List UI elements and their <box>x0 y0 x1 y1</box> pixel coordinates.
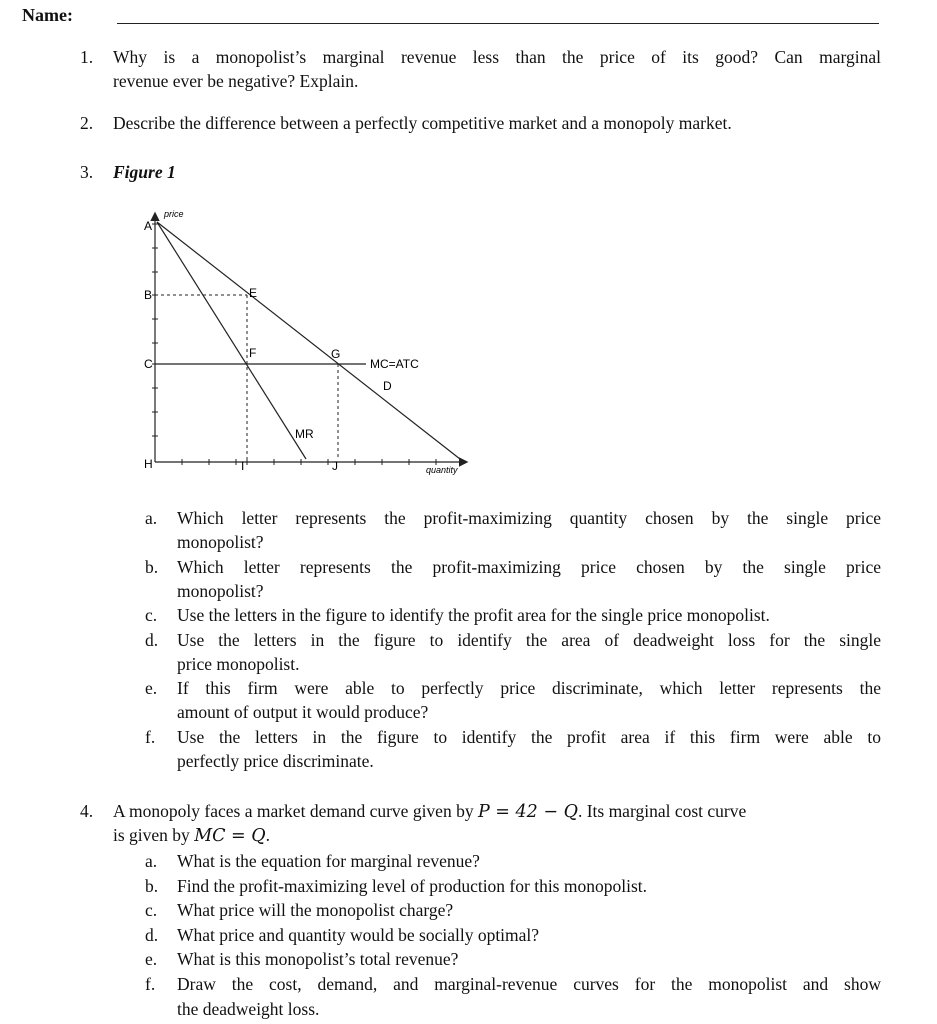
label-i: I <box>241 459 245 473</box>
q3-parts-text-line: Which letter represents the profit-maximizing quantity chosen by the single price <box>177 508 881 528</box>
q1-number: 1. <box>80 47 94 67</box>
q4-parts-text-line: Find the profit-maximizing level of production for this monopolist. <box>177 875 648 896</box>
label-mc-atc: MC=ATC <box>370 357 419 371</box>
q4-parts-letter: a. <box>145 851 158 871</box>
q3-parts-letter: c. <box>145 605 158 626</box>
q4-parts-text-line: What is this monopolist’s total revenue? <box>177 949 459 970</box>
q4-parts-letter: c. <box>145 900 158 921</box>
q1-line2: revenue ever be negative? Explain. <box>113 71 359 91</box>
q3-parts-letter: e. <box>145 678 158 699</box>
name-label: Name: <box>22 5 73 25</box>
label-g: G <box>331 347 341 361</box>
x-axis-label: quantity <box>426 465 458 475</box>
q3-parts-letter: b. <box>145 556 159 577</box>
q3-parts-text-line: monopolist? <box>177 532 264 552</box>
q2-text: Describe the difference between a perfectly competitive market and a monopoly market. <box>113 113 732 133</box>
q3-parts-letter: a. <box>145 508 158 528</box>
q4-line2-suffix: . <box>265 825 271 845</box>
name-line <box>22 4 882 26</box>
q1-line1: Why is a monopolist’s marginal revenue less than the price of its good? Can marginal <box>113 47 881 67</box>
q2-number: 2. <box>80 113 94 133</box>
q3-parts-text-line: Use the letters in the figure to identify the profit area for the single price monopolist. <box>177 605 770 626</box>
label-a: A <box>144 219 153 233</box>
label-e: E <box>249 286 258 300</box>
label-demand: D <box>383 379 392 393</box>
figure-title: Figure 1 <box>113 162 176 182</box>
q4-parts-text-line: the deadweight loss. <box>177 998 320 1019</box>
q4-parts-text-line: Draw the cost, demand, and marginal-revenue curves for the monopolist and show <box>177 974 881 994</box>
label-c: C <box>144 357 153 371</box>
q3-parts-text-line: Use the letters in the figure to identify the area of deadweight loss for the single <box>177 629 881 650</box>
demand-curve <box>157 222 460 459</box>
label-mr: MR <box>295 427 314 441</box>
q4-parts-text-line: What is the equation for marginal revenue? <box>177 851 480 871</box>
q4-line2-prefix: is given by <box>113 825 190 845</box>
q3-parts-letter: d. <box>145 629 159 650</box>
q4-number: 4. <box>80 801 94 821</box>
q3-parts-text-line: price monopolist. <box>177 653 300 674</box>
q3-number: 3. <box>80 162 94 182</box>
q4-line2 <box>113 824 883 847</box>
q3-parts-text-line: perfectly price discriminate. <box>177 751 374 771</box>
q4-parts-letter: e. <box>145 949 158 970</box>
name-blank-line[interactable] <box>117 23 879 24</box>
q3-parts-text-line: monopolist? <box>177 580 264 601</box>
q4-parts-letter: f. <box>145 974 156 994</box>
q4-parts-letter: b. <box>145 875 159 896</box>
figure-1 <box>130 200 490 490</box>
q4-line1-suffix: . Its marginal cost curve <box>577 801 747 821</box>
q3-parts-letter: f. <box>145 727 156 747</box>
label-b: B <box>144 288 153 302</box>
q3-parts-text-line: If this firm were able to perfectly price discriminate, which letter represents the <box>177 678 881 699</box>
y-axis-label: price <box>164 209 184 219</box>
q4-parts-text-line: What price and quantity would be socially optimal? <box>177 924 540 945</box>
q4-parts-letter: d. <box>145 924 159 945</box>
q3-parts-text-line: Use the letters in the figure to identify the profit area if this firm were able to <box>177 727 881 747</box>
label-j: J <box>332 459 338 473</box>
q3-parts-text-line: amount of output it would produce? <box>177 702 429 723</box>
q3-parts-text-line: Which letter represents the profit-maximizing price chosen by the single price <box>177 556 881 577</box>
demand-equation: P = 42 − Q <box>477 802 578 822</box>
q4-parts-text-line: What price will the monopolist charge? <box>177 900 454 921</box>
mr-curve <box>157 222 306 459</box>
q4-line1 <box>113 800 883 823</box>
label-f: F <box>249 346 257 360</box>
label-h: H <box>144 457 153 471</box>
q4-line1-prefix: A monopoly faces a market demand curve given by <box>113 801 474 821</box>
mc-equation: MC = Q <box>194 826 266 846</box>
